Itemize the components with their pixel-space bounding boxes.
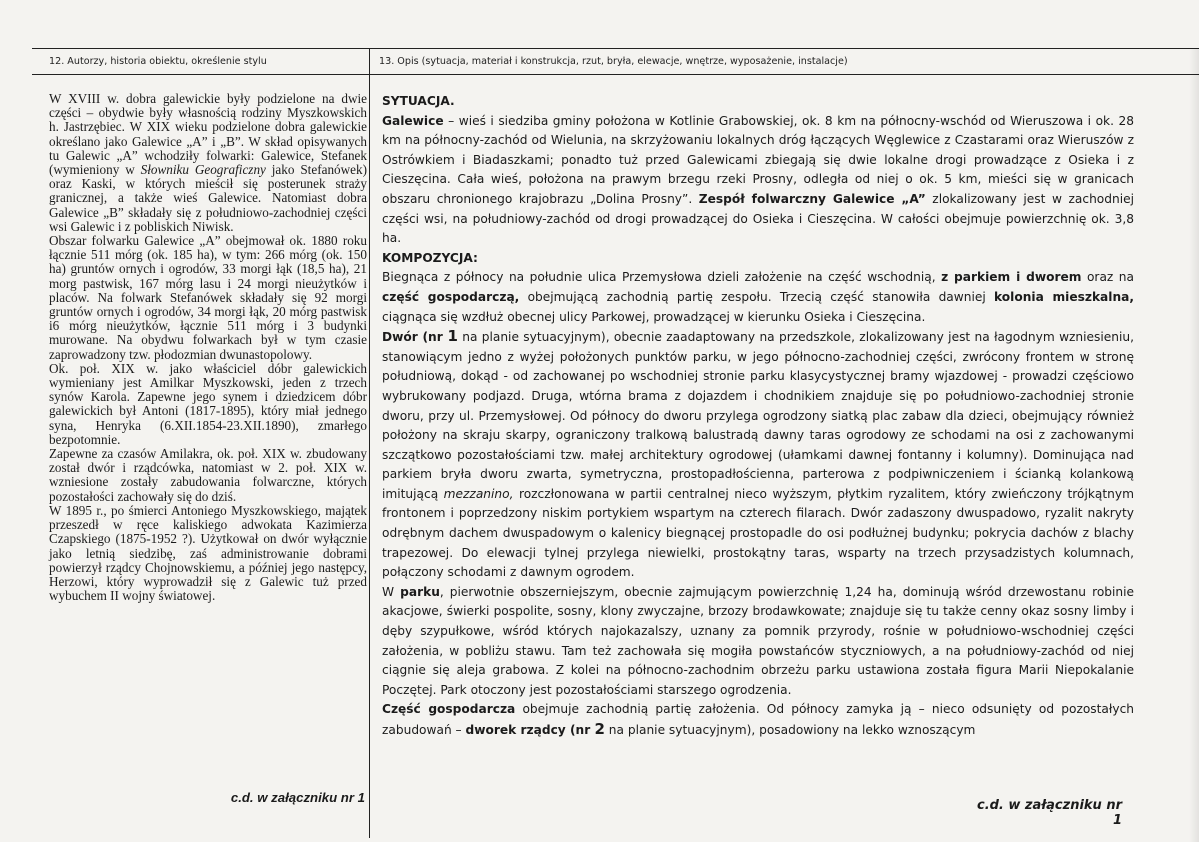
- page-edge-shadow: [1189, 48, 1199, 842]
- situation-paragraph: Galewice – wieś i siedziba gminy położona w Kotlinie Grabowskiej, ok. 8 km na północny-wschód od Wieruszowa i ok. 28 km na północny-zachód od Wielunia, na skrzyżowaniu lokalnych dróg łączących Węglewice z Czastarami oraz Wieruszów z Ostrówkiem i Biadaszkami; ponadto tuż przed Galewicami zbiegają się dwie lokalne drogi prowadzące z Osieka i z Cieszęcina. Cała wieś, położona na prawym brzegu rzeki Prosny, odległa od niej o ok. 5 km, mieści się w granicach obszaru chronionego krajobrazu „Dolina Prosny”. Zespół folwarczny Galewice „A” zlokalizowany jest w zachodniej części wsi, na południowy-zachód od drogi prowadzącej do Osieka i Cieszęcina. W całości obejmuje powierzchnię ok. 3,8 ha.: [382, 113, 1134, 246]
- history-paragraph-1: W XVIII w. dobra galewickie były podzielone na dwie części – obydwie były własnością rodziny Myszkowskich h. Jastrzębiec. W XIX wieku podzielone dobra galewickie określano jako Galewice „A” i „B”. W skład opisywanych tu Galewic „A” wchodziły folwarki: Galewice, Stefanek (wymieniony w Słowniku Geograficzny jako Stefanówek) oraz Kaski, w których mieścił się posterunek straży granicznej, a także wieś Galewice. Natomiast dobra Galewice „B” składały się z południowo-zachodniej części wsi Galewic i z pobliskich Niwisk.: [49, 91, 367, 234]
- farm-paragraph: Część gospodarcza obejmuje zachodnią partię założenia. Od północy zamyka ją – nieco odsunięty od pozostałych zabudowań – dworek rządcy (nr 2 na planie sytuacyjnym), posadowiony na lekko wznoszącym: [382, 702, 1134, 738]
- composition-paragraph: Biegnąca z północy na południe ulica Przemysłowa dzieli założenie na część wschodnią, z parkiem i dworem oraz na część gospodarczą, obejmującą zachodnią partię zespołu. Trzecią część stanowiła dawniej kolonia mieszkalna, ciągnąca się wzdłuż obecnej ulicy Parkowej, prowadzącej w kierunku Osieka i Cieszęcina.: [382, 270, 1134, 324]
- heading-kompozycja: KOMPOZYCJA:: [382, 250, 478, 265]
- form-sheet: [32, 48, 1199, 842]
- continuation-note-left: c.d. w załączniku nr 1: [230, 790, 365, 805]
- section-12-header: 12. Autorzy, historia obiektu, określenie stylu: [49, 56, 267, 67]
- top-border: [32, 48, 1199, 49]
- column-divider: [369, 48, 370, 838]
- history-paragraph-2: Obszar folwarku Galewice „A” obejmował ok. 1880 roku łącznie 511 mórg (ok. 185 ha), w tym: 266 mórg (ok. 150 ha) gruntów ornych i ogrodów, 33 morgi łąk (18,5 ha), 21 morg pastwisk, 167 mórg lasu i 24 morgi nieużytków i placów. Na folwark Stefanówek składały się 92 morgi gruntów ornych i ogrodów, 34 morgi łąk, 20 mórg pastwisk i6 mórg nieużytków, łącznie 511 mórg i 3 budynki murowane. Na obydwu folwarkach był w tym czasie zaprowadzony tzw. płodozmian dwunastopolowy.: [49, 233, 367, 362]
- continuation-note-right: c.d. w załączniku nr 1: [976, 798, 1122, 828]
- manor-paragraph: Dwór (nr 1 na planie sytuacyjnym), obecnie zaadaptowany na przedszkole, zlokalizowany jest na łagodnym wzniesieniu, stanowiącym jedno z wyżej położonych punktów parku, w jego północno-zachodniej części, zwrócony frontem w stronę południową, dokąd - od zachowanej po wschodniej stronie parku klasycystycznej bramy wjazdowej - prowadzi częściowo wybrukowany podjazd. Druga, wtórna brama z dojazdem i chodnikiem znajduje się po południowo-zachodniej stronie dworu, przy ul. Przemysłowej. Od północy do dworu przylega ogrodzony siatką plac zabaw dla dzieci, obejmujący również położony na skraju skarpy, ograniczony tralkową balustradą dawny taras ogrodowy ze schodami na osi z zachowanymi szczątkowo pozostałościami tzw. małej architektury ogrodowej (ułamkami dawnej fontanny i kolumny). Dominująca nad parkiem bryła dworu zwarta, symetryczna, prostopadłościenna, parterowa z podpiwniczeniem i ścianką kolankową imitującą mezzanino, rozczłonowana w partii centralnej nieco wyższym, płytkim ryzalitem, który zwieńczony trójkątnym frontonem i poprzedzony niskim portykiem wspartym na czterech filarach. Dwór zadaszony dwuspadowo, ryzalit nakryty odrębnym dachem dwuspadowym o kalenicy biegnącej prostopadle do osi podłużnej budynku; pokrycia dachów z blachy trapezowej. Do elewacji tylnej przylega niewielki, prostokątny taras, wsparty na trzech przysadzistych kolumnach, połączony schodami z dawnym ogrodem.: [382, 327, 1134, 580]
- heading-sytuacja: SYTUACJA.: [382, 94, 455, 108]
- description-column: [382, 92, 1134, 741]
- history-column: [49, 92, 367, 603]
- history-paragraph-4: Zapewne za czasów Amilakra, ok. poł. XIX w. zbudowany został dwór i rządcówka, natomiast w 2. poł. XIX w. wzniesione zostały zabudowania folwarczne, których pozostałości zachowały się do dziś.: [49, 446, 367, 504]
- header-divider: [32, 74, 1199, 75]
- history-paragraph-5: W 1895 r., po śmierci Antoniego Myszkowskiego, majątek przeszedł w ręce kaliskiego adwokata Kazimierza Czapskiego (1875-1952 ?). Użytkował on dwór wyłącznie jako letnią siedzibę, zaś administrowanie dobrami powierzył rządcy Chojnowskiemu, a później jego następcy, Herzowi, który wyprowadził się z Galewic tuż przed wybuchem II wojny światowej.: [49, 502, 367, 604]
- park-paragraph: W parku, pierwotnie obszerniejszym, obecnie zajmującym powierzchnię 1,24 ha, dominują wśród drzewostanu robinie akacjowe, świerki pospolite, sosny, klony zwyczajne, brzozy brodawkowate; znajduje się tu także cenny okaz sosny limby i dęby szypułkowe, wśród których najokazalszy, uznany za pomnik przyrody, rośnie w południowo-wschodniej części założenia, w pobliżu stawu. Tam też zachowała się mogiła powstańców styczniowych, a na południowy-zachód od niej ciągnie się aleja grabowa. Z kolei na północno-zachodnim obrzeżu parku ustawiona została figura Marii Niepokalanie Poczętej. Park otoczony jest pozostałościami starszego ogrodzenia.: [382, 584, 1135, 697]
- history-paragraph-3: Ok. poł. XIX w. jako właściciel dóbr galewickich wymieniany jest Amilkar Myszkowski, jeden z trzech synów Karola. Zapewne jego synem i dziedzicem dóbr galewickich był Antoni (1817-1895), który miał jednego syna, Henryka (6.XII.1854-23.XII.1890), zmarłego bezpotomnie.: [49, 360, 367, 447]
- section-13-header: 13. Opis (sytuacja, materiał i konstrukcja, rzut, bryła, elewacje, wnętrze, wyposażenie, instalacje): [379, 56, 848, 67]
